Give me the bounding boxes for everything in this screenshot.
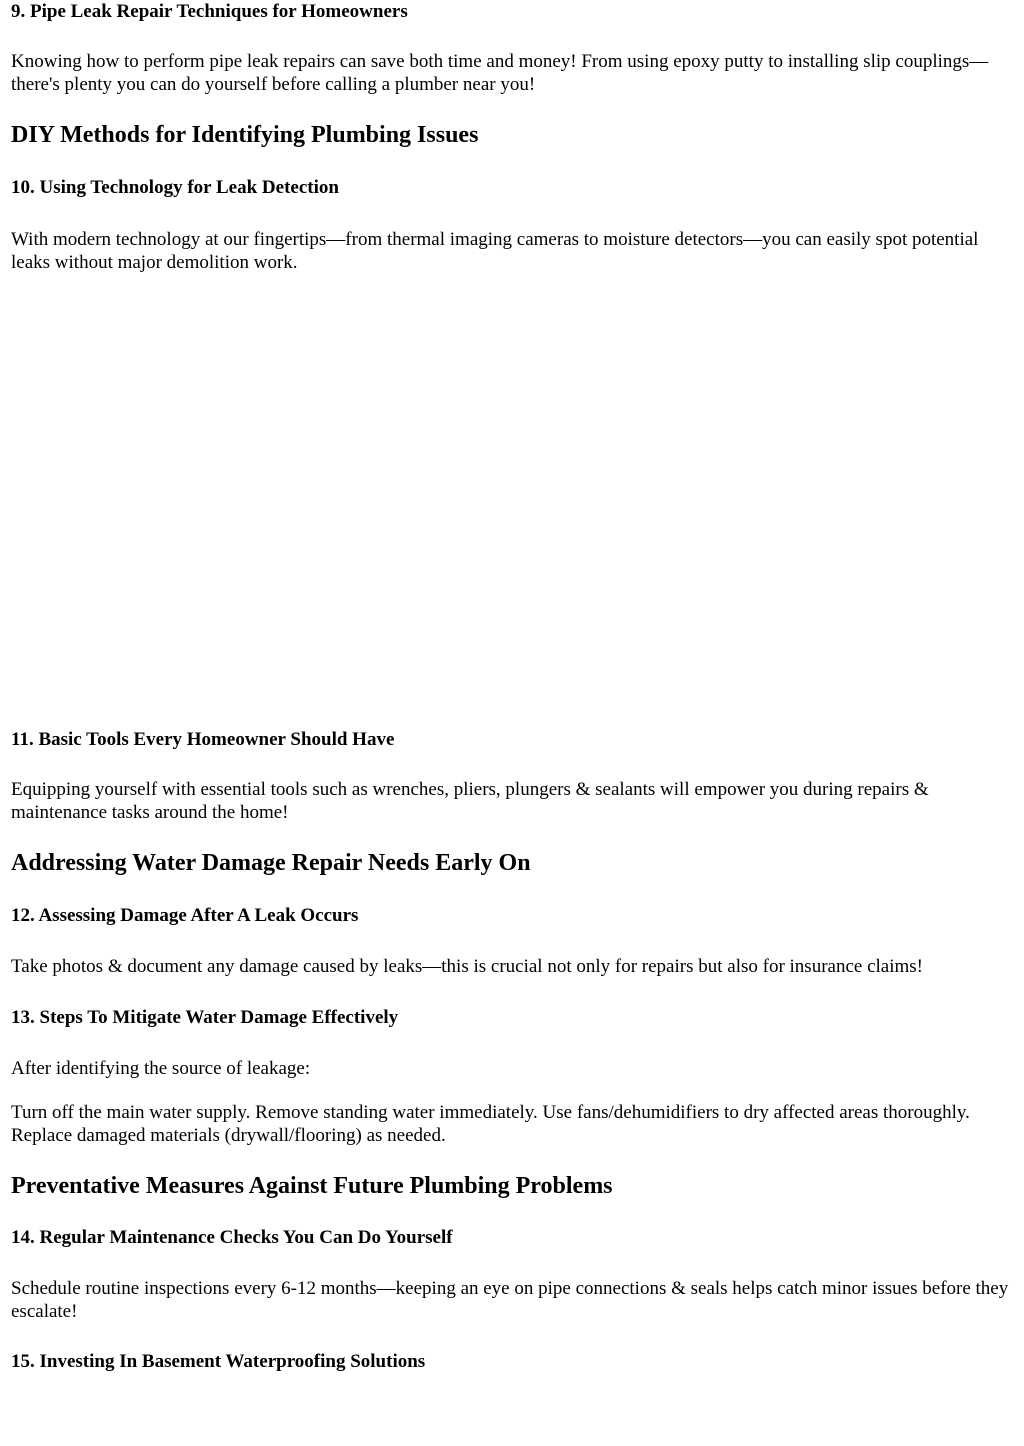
- preventative-measures-heading: Preventative Measures Against Future Plumbing Problems: [11, 1173, 613, 1199]
- section-14-heading: 14. Regular Maintenance Checks You Can Do Yourself: [11, 1227, 453, 1248]
- section-15-heading: 15. Investing In Basement Waterproofing Solutions: [11, 1351, 426, 1372]
- section-11-body: Equipping yourself with essential tools such as wrenches, pliers, plungers & sealants will empower you during repairs & maintenance tasks around the home!: [11, 779, 929, 823]
- water-damage-heading: Addressing Water Damage Repair Needs Early On: [11, 850, 531, 876]
- section-9-body: Knowing how to perform pipe leak repairs can save both time and money! From using epoxy putty to installing slip couplings—there's plenty you can do yourself before calling a plumber near you!: [11, 51, 989, 95]
- section-13-heading: 13. Steps To Mitigate Water Damage Effectively: [11, 1007, 399, 1028]
- blank-media-area: [11, 290, 1011, 710]
- section-10-body: With modern technology at our fingertips—from thermal imaging cameras to moisture detectors—you can easily spot potential leaks without major demolition work.: [11, 229, 979, 273]
- section-9-heading: 9. Pipe Leak Repair Techniques for Homeowners: [11, 1, 408, 22]
- section-13-intro: After identifying the source of leakage:: [11, 1058, 311, 1079]
- section-12-body: Take photos & document any damage caused by leaks—this is crucial not only for repairs but also for insurance claims!: [11, 956, 923, 977]
- section-10-heading: 10. Using Technology for Leak Detection: [11, 177, 339, 198]
- section-12-heading: 12. Assessing Damage After A Leak Occurs: [11, 905, 359, 926]
- section-11-heading: 11. Basic Tools Every Homeowner Should Have: [11, 729, 395, 750]
- diy-methods-heading: DIY Methods for Identifying Plumbing Issues: [11, 122, 479, 148]
- section-14-body: Schedule routine inspections every 6-12 months—keeping an eye on pipe connections & seals helps catch minor issues before they escalate!: [11, 1278, 1009, 1322]
- section-13-body: Turn off the main water supply. Remove standing water immediately. Use fans/dehumidifiers to dry affected areas thoroughly. Replace damaged materials (drywall/flooring) as needed.: [11, 1102, 970, 1146]
